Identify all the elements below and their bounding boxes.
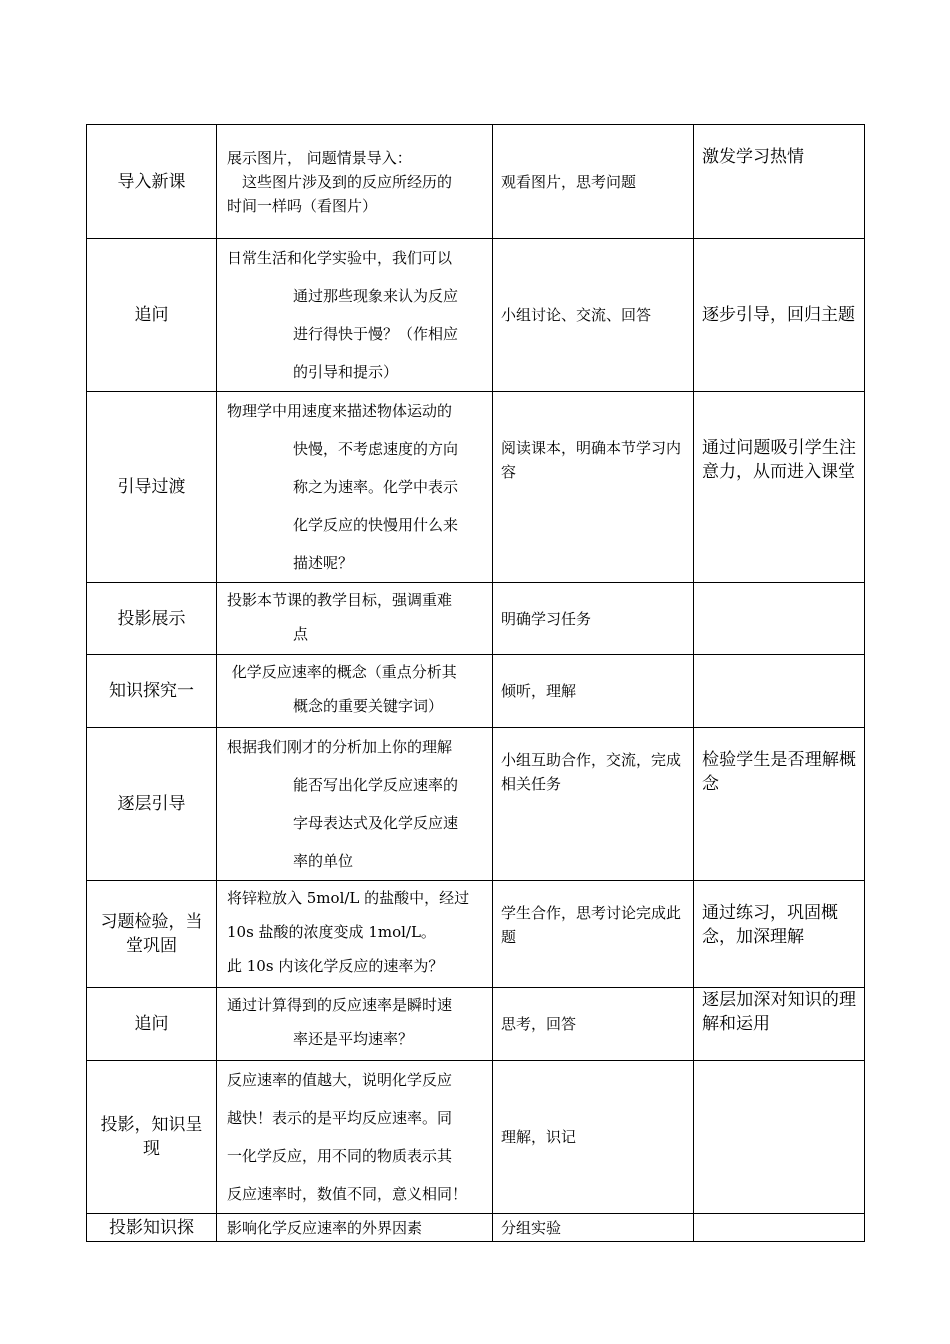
design-intent-cell: 通过问题吸引学生注意力，从而进入课堂 bbox=[694, 392, 865, 583]
teacher-line: 描述呢？ bbox=[293, 554, 354, 572]
teacher-line: 快慢，不考虑速度的方向 bbox=[293, 440, 459, 458]
stage-cell: 投影知识探 bbox=[87, 1214, 217, 1242]
teacher-line: 反应速率的值越大，说明化学反应 bbox=[227, 1071, 453, 1089]
teacher-activity-cell bbox=[217, 655, 493, 728]
table-row bbox=[87, 1061, 865, 1214]
table-row bbox=[87, 988, 865, 1061]
teacher-line: 概念的重要关键字词） bbox=[293, 697, 444, 715]
teacher-line: 称之为速率。化学中表示 bbox=[293, 478, 459, 496]
table-row bbox=[87, 728, 865, 881]
student-activity-cell: 观看图片，思考问题 bbox=[493, 125, 694, 239]
teacher-activity-cell bbox=[217, 1214, 493, 1242]
student-activity-cell: 小组讨论、交流、回答 bbox=[493, 239, 694, 392]
student-activity-cell: 倾听，理解 bbox=[493, 655, 694, 728]
teacher-activity-cell bbox=[217, 881, 493, 988]
design-intent-cell bbox=[694, 583, 865, 655]
design-intent-cell bbox=[694, 1214, 865, 1242]
teacher-activity-cell bbox=[217, 125, 493, 239]
table-row bbox=[87, 392, 865, 583]
teacher-line: 此 10s 内该化学反应的速率为？ bbox=[227, 957, 444, 975]
teacher-line: 投影本节课的教学目标，强调重难 bbox=[227, 591, 453, 609]
teacher-line: 10s 盐酸的浓度变成 1mol/L。 bbox=[227, 923, 436, 941]
stage-cell: 投影，知识呈现 bbox=[87, 1061, 217, 1214]
student-activity-cell: 小组互助合作，交流，完成相关任务 bbox=[493, 728, 694, 881]
table-row bbox=[87, 583, 865, 655]
teacher-line: 率还是平均速率？ bbox=[293, 1030, 414, 1048]
design-intent-cell: 通过练习，巩固概念，加深理解 bbox=[694, 881, 865, 988]
student-activity-cell: 阅读课本，明确本节学习内容 bbox=[493, 392, 694, 583]
teacher-activity-cell bbox=[217, 988, 493, 1061]
teacher-line: 通过计算得到的反应速率是瞬时速 bbox=[227, 996, 453, 1014]
teacher-line: 点 bbox=[293, 625, 309, 643]
teacher-line: 字母表达式及化学反应速 bbox=[293, 814, 459, 832]
teacher-activity-cell bbox=[217, 583, 493, 655]
teacher-line: 越快！表示的是平均反应速率。同 bbox=[227, 1109, 453, 1127]
teacher-line: 能否写出化学反应速率的 bbox=[293, 776, 459, 794]
design-intent-cell bbox=[694, 655, 865, 728]
student-activity-cell: 学生合作，思考讨论完成此题 bbox=[493, 881, 694, 988]
student-activity-cell: 理解，识记 bbox=[493, 1061, 694, 1214]
teacher-line: 日常生活和化学实验中，我们可以 bbox=[227, 249, 453, 267]
design-intent-cell: 检验学生是否理解概念 bbox=[694, 728, 865, 881]
student-activity-cell: 明确学习任务 bbox=[493, 583, 694, 655]
teacher-line: 化学反应的快慢用什么来 bbox=[293, 516, 459, 534]
teacher-line: 展示图片， 问题情景导入： bbox=[227, 148, 412, 167]
teacher-activity-cell bbox=[217, 1061, 493, 1214]
teacher-line: 反应速率时，数值不同，意义相同！ bbox=[227, 1185, 468, 1203]
teacher-line: 化学反应速率的概念（重点分析其 bbox=[227, 663, 457, 681]
stage-cell: 引导过渡 bbox=[87, 392, 217, 583]
teacher-activity-cell bbox=[217, 239, 493, 392]
stage-cell: 逐层引导 bbox=[87, 728, 217, 881]
teacher-activity-cell bbox=[217, 728, 493, 881]
teacher-line: 将锌粒放入 5mol/L 的盐酸中，经过 bbox=[227, 889, 470, 907]
teacher-line: 物理学中用速度来描述物体运动的 bbox=[227, 402, 453, 420]
teacher-line: 通过那些现象来认为反应 bbox=[293, 287, 459, 305]
teacher-line: 的引导和提示） bbox=[293, 363, 399, 381]
stage-cell: 习题检验，当堂巩固 bbox=[87, 881, 217, 988]
lesson-plan-table bbox=[86, 124, 865, 1242]
table-row bbox=[87, 881, 865, 988]
stage-cell: 投影展示 bbox=[87, 583, 217, 655]
stage-cell: 导入新课 bbox=[87, 125, 217, 239]
table-row bbox=[87, 655, 865, 728]
teacher-activity-cell bbox=[217, 392, 493, 583]
design-intent-cell: 激发学习热情 bbox=[694, 125, 865, 239]
table-row bbox=[87, 1214, 865, 1242]
teacher-line: 时间一样吗（看图片） bbox=[227, 196, 378, 215]
design-intent-cell: 逐步引导，回归主题 bbox=[694, 239, 865, 392]
design-intent-cell: 逐层加深对知识的理解和运用 bbox=[694, 988, 865, 1061]
teacher-line: 影响化学反应速率的外界因素 bbox=[227, 1218, 423, 1237]
student-activity-cell: 思考，回答 bbox=[493, 988, 694, 1061]
teacher-line: 根据我们刚才的分析加上你的理解 bbox=[227, 738, 453, 756]
design-intent-cell bbox=[694, 1061, 865, 1214]
table-row bbox=[87, 239, 865, 392]
teacher-line: 一化学反应，用不同的物质表示其 bbox=[227, 1147, 453, 1165]
table-row bbox=[87, 125, 865, 239]
teacher-line: 进行得快于慢？（作相应 bbox=[293, 325, 459, 343]
student-activity-cell: 分组实验 bbox=[493, 1214, 694, 1242]
stage-cell: 追问 bbox=[87, 239, 217, 392]
stage-cell: 追问 bbox=[87, 988, 217, 1061]
stage-cell: 知识探究一 bbox=[87, 655, 217, 728]
teacher-line: 率的单位 bbox=[293, 852, 354, 870]
teacher-line: 这些图片涉及到的反应所经历的 bbox=[227, 172, 453, 191]
